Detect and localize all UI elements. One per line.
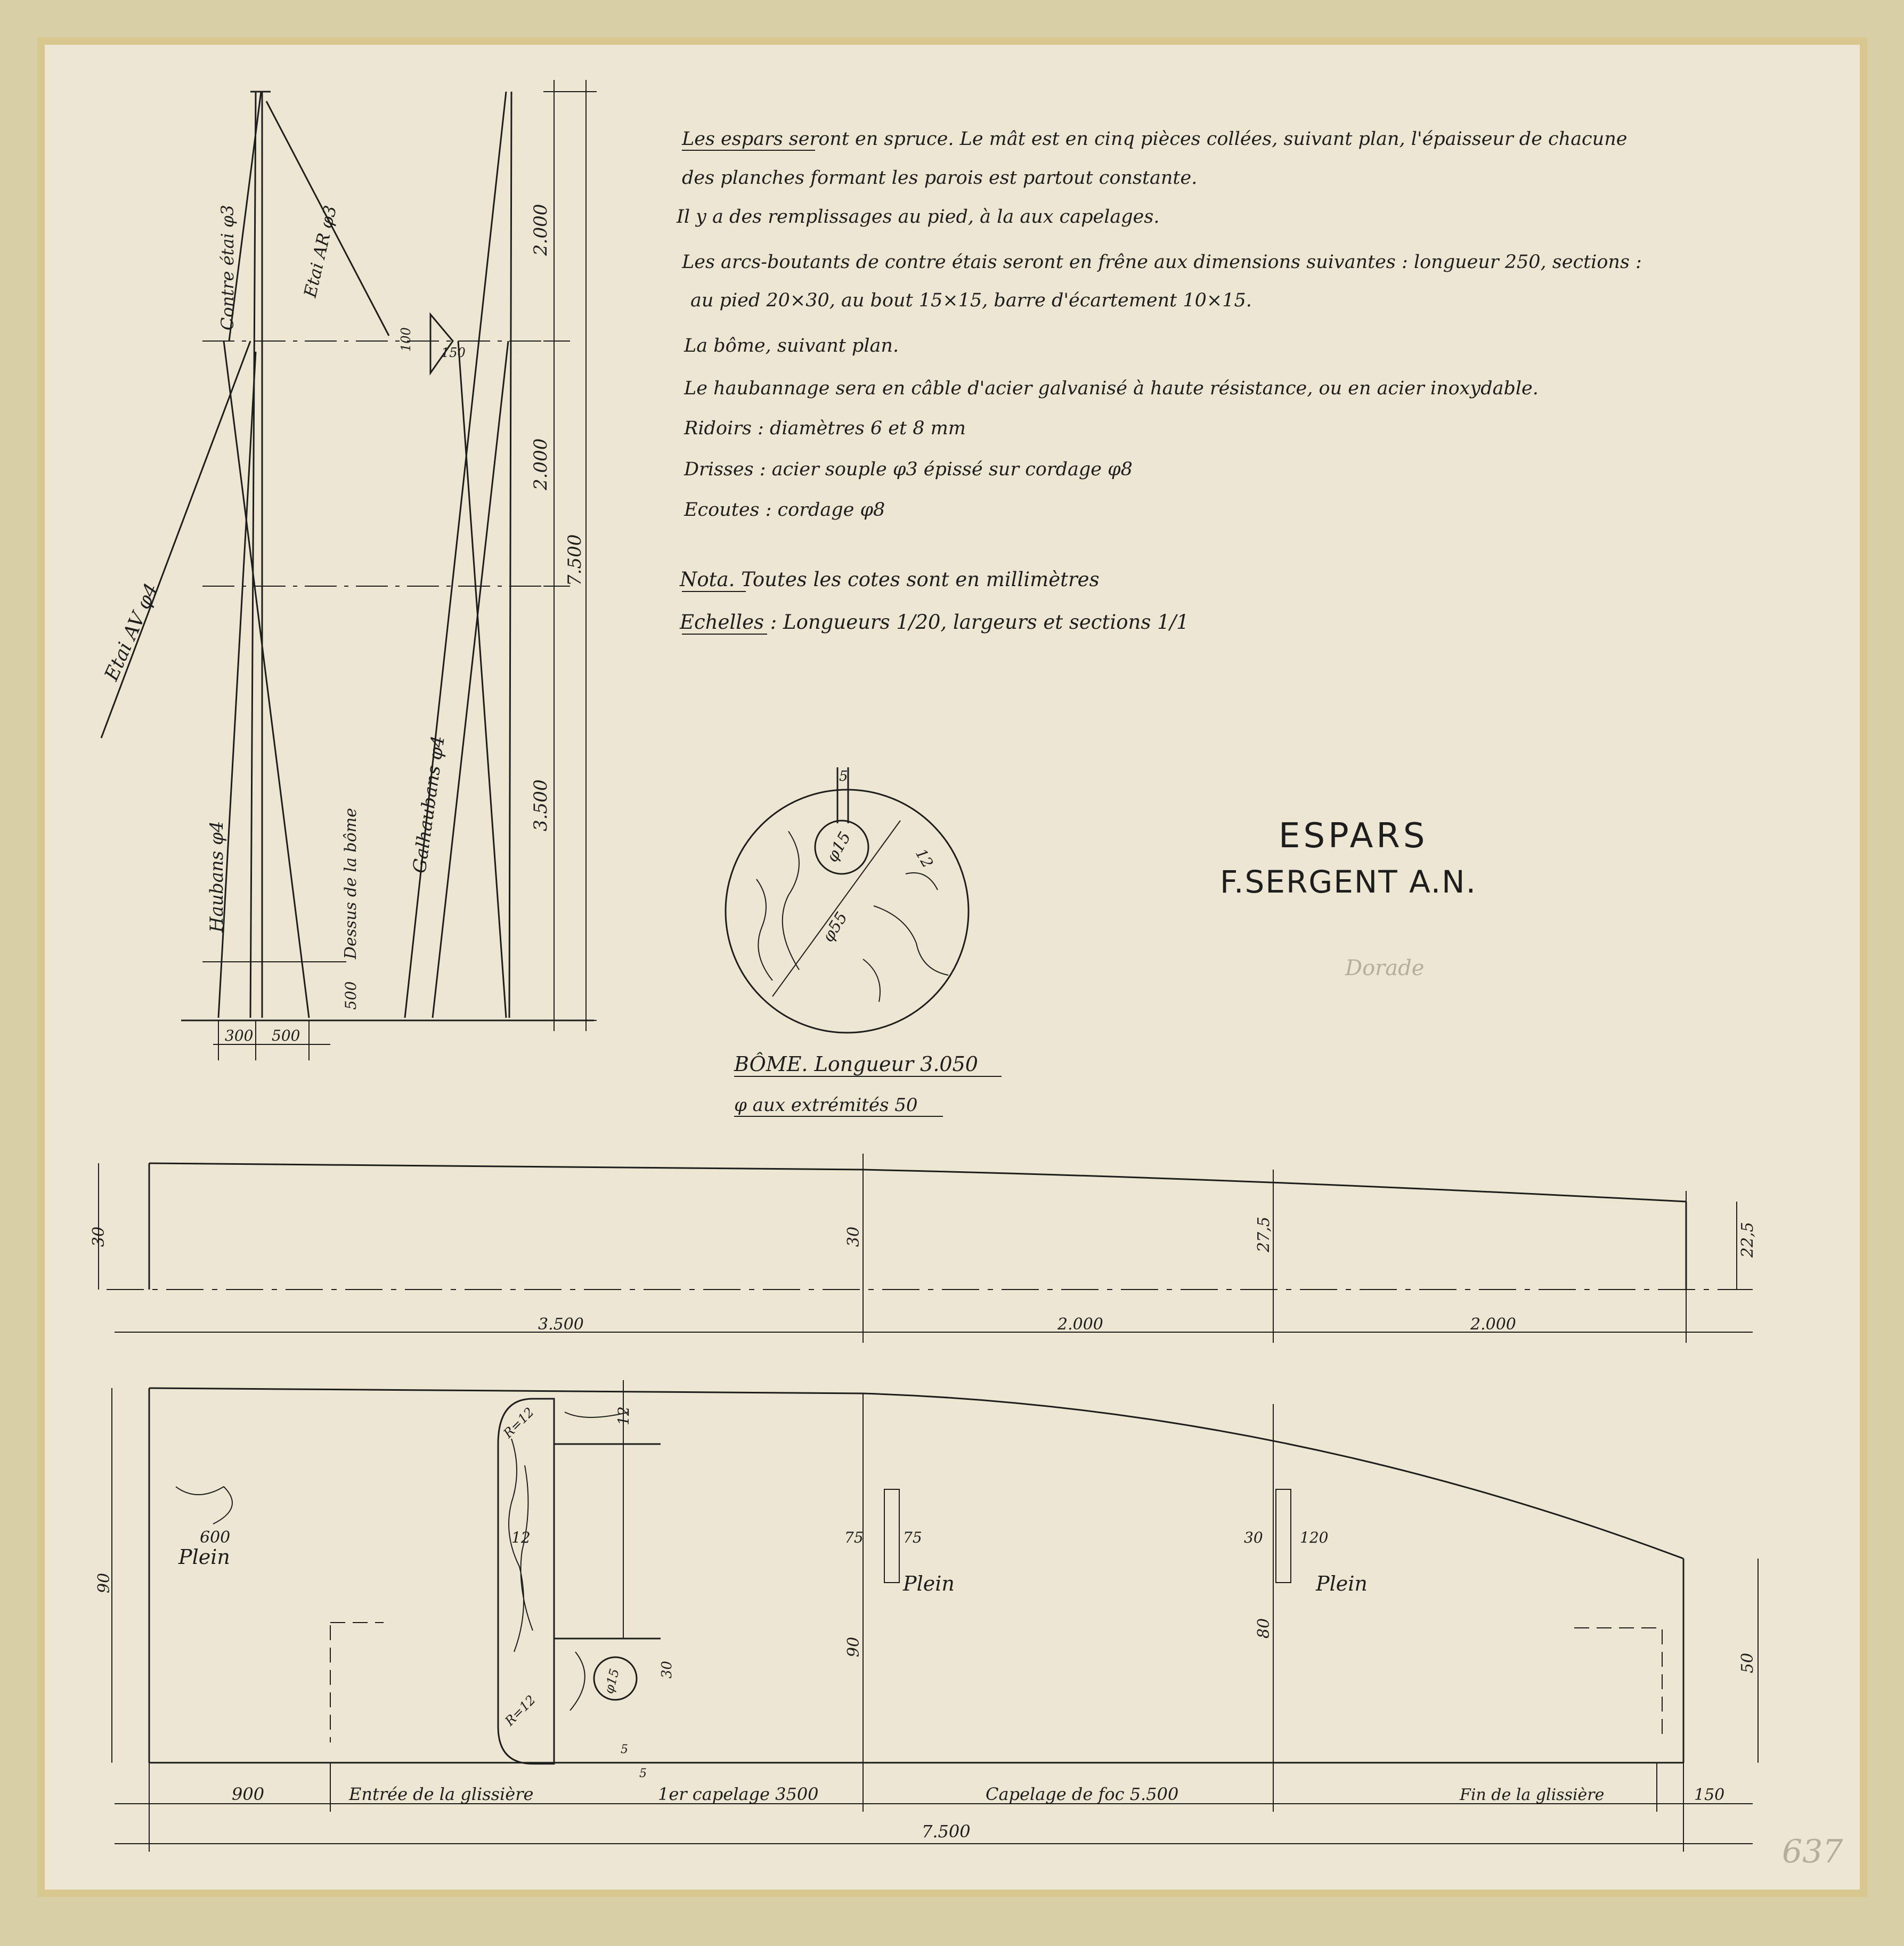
label-contre-etai: Contre étai φ3 [217, 205, 238, 330]
section-height-left: 90 [95, 1572, 113, 1593]
mast-side-edge [509, 92, 511, 1018]
width-75b: 75 [903, 1529, 922, 1546]
r12-bottom: R=12 [502, 1692, 539, 1729]
section-grain [176, 1412, 629, 1710]
profile-seg-2: 2.000 [1057, 1315, 1103, 1334]
galhauban-cross [458, 341, 506, 1018]
fill-block-1 [884, 1489, 899, 1583]
hauban-cross [224, 341, 309, 1018]
title-line-1: ESPARS [1279, 816, 1428, 856]
etai-av-line [101, 341, 250, 738]
nota-line-1: Nota. Toutes les cotes sont en millimètres [680, 568, 1100, 591]
galhauban-line [405, 92, 506, 1018]
dim-foot-a: 300 [225, 1027, 254, 1044]
dim-middle: 2.000 [530, 438, 551, 490]
note-line-8: Ridoirs : diamètres 6 et 8 mm [684, 418, 966, 439]
note-line-7: Le haubannage sera en câble d'acier galvanisé à haute résistance, ou en acier inoxydable. [684, 378, 1539, 399]
boom-outer-dim: φ55 [819, 909, 852, 946]
sheave-height: 30 [659, 1660, 675, 1679]
note-line-4: Les arcs-boutants de contre étais seront en frêne aux dimensions suivantes : longueur 250, sections : [682, 252, 1642, 273]
dim-base: 500 [342, 981, 360, 1010]
section-height-end: 50 [1738, 1652, 1757, 1673]
note-line-9: Drisses : acier souple φ3 épissé sur cordage φ8 [684, 459, 1133, 480]
width-75a: 75 [844, 1529, 864, 1546]
label-haubans: Haubans φ4 [206, 821, 227, 933]
mast-profile [99, 1154, 1753, 1343]
slot-5: 5 [621, 1743, 628, 1756]
boom-wall-dim: 12 [912, 846, 937, 871]
pencil-note: Dorade [1345, 956, 1425, 980]
fill-block-2 [1276, 1489, 1291, 1583]
width-30: 30 [1244, 1529, 1263, 1546]
label-arc-100: 100 [398, 327, 413, 352]
entree-dashed [330, 1623, 384, 1742]
mast-section [112, 1380, 1758, 1852]
wall-12: 12 [511, 1529, 531, 1546]
title-line-2: F.SERGENT A.N. [1220, 864, 1477, 900]
dim-overall: 7.500 [564, 534, 585, 586]
section-height-mid: 90 [844, 1636, 863, 1657]
bottom-capelage-foc: Capelage de foc 5.500 [986, 1784, 1179, 1804]
sheave-dim: φ15 [601, 1667, 623, 1696]
bottom-900: 900 [232, 1784, 265, 1804]
plein-label-1: Plein [178, 1545, 230, 1569]
arc-boutant-detail [430, 314, 453, 373]
section-height-80: 80 [1255, 1618, 1273, 1639]
profile-depth-mid: 30 [844, 1226, 863, 1247]
note-line-5: au pied 20×30, au bout 15×15, barre d'écartement 10×15. [690, 290, 1252, 311]
note-line-6: La bôme, suivant plan. [684, 335, 899, 356]
dim-top: 2.000 [530, 204, 551, 256]
sheet-number: 637 [1782, 1833, 1843, 1870]
fin-dashed [1574, 1628, 1662, 1737]
profile-seg-3: 2.000 [1470, 1315, 1516, 1334]
width-120: 120 [1300, 1529, 1329, 1546]
note-line-2: des planches formant les parois est partout constante. [682, 167, 1198, 189]
bottom-fin: Fin de la glissière [1460, 1786, 1605, 1804]
boom-outer-circle [726, 790, 969, 1033]
boom-section [726, 767, 969, 1033]
slot-5b: 5 [639, 1767, 647, 1780]
glissiere-flanges [554, 1399, 661, 1639]
profile-depth-275: 27,5 [1255, 1217, 1273, 1252]
bottom-150: 150 [1694, 1786, 1725, 1804]
boom-slot-dim: 5 [839, 768, 848, 784]
boom-inner-dim: φ15 [823, 829, 855, 865]
bottom-entree: Entrée de la glissière [349, 1784, 534, 1804]
profile-seg-1: 3.500 [538, 1315, 584, 1334]
profile-top-edge [149, 1163, 1686, 1202]
bottom-capelage-1: 1er capelage 3500 [658, 1784, 819, 1804]
note-line-3: Il y a des remplissages au pied, à la aux capelages. [677, 206, 1160, 228]
plein-label-3: Plein [1316, 1572, 1368, 1595]
plein-label-2: Plein [903, 1572, 955, 1595]
label-galhaubans: Galhaubans φ4 [409, 734, 450, 875]
boom-caption-1: BÔME. Longueur 3.050 [734, 1052, 978, 1076]
boom-caption-2: φ aux extrémités 50 [734, 1094, 918, 1116]
galhauban-line-2 [433, 341, 508, 1018]
profile-depth-left: 30 [89, 1226, 108, 1247]
label-arc-150: 150 [441, 345, 466, 360]
nota-line-2: Echelles : Longueurs 1/20, largeurs et sections 1/1 [680, 611, 1189, 634]
dim-bottom: 3.500 [530, 779, 551, 831]
note-line-1: Les espars seront en spruce. Le mât est en cinq pièces collées, suivant plan, l'épaisseur de chacune [682, 128, 1628, 150]
label-etai-av: Etai AV φ4 [100, 580, 163, 684]
note-line-10: Ecoutes : cordage φ8 [684, 499, 885, 521]
dim-foot-b: 500 [272, 1027, 300, 1044]
r12-top: R=12 [500, 1404, 537, 1441]
profile-depth-end: 22,5 [1738, 1222, 1757, 1258]
wall-12b: 12 [615, 1406, 632, 1425]
bottom-total: 7.500 [922, 1821, 971, 1842]
specification-notes [676, 128, 1642, 634]
fill-600: 600 [200, 1528, 231, 1547]
label-etai-ar: Etai AR φ3 [299, 203, 341, 299]
label-dessus-bome: Dessus de la bôme [341, 808, 360, 959]
